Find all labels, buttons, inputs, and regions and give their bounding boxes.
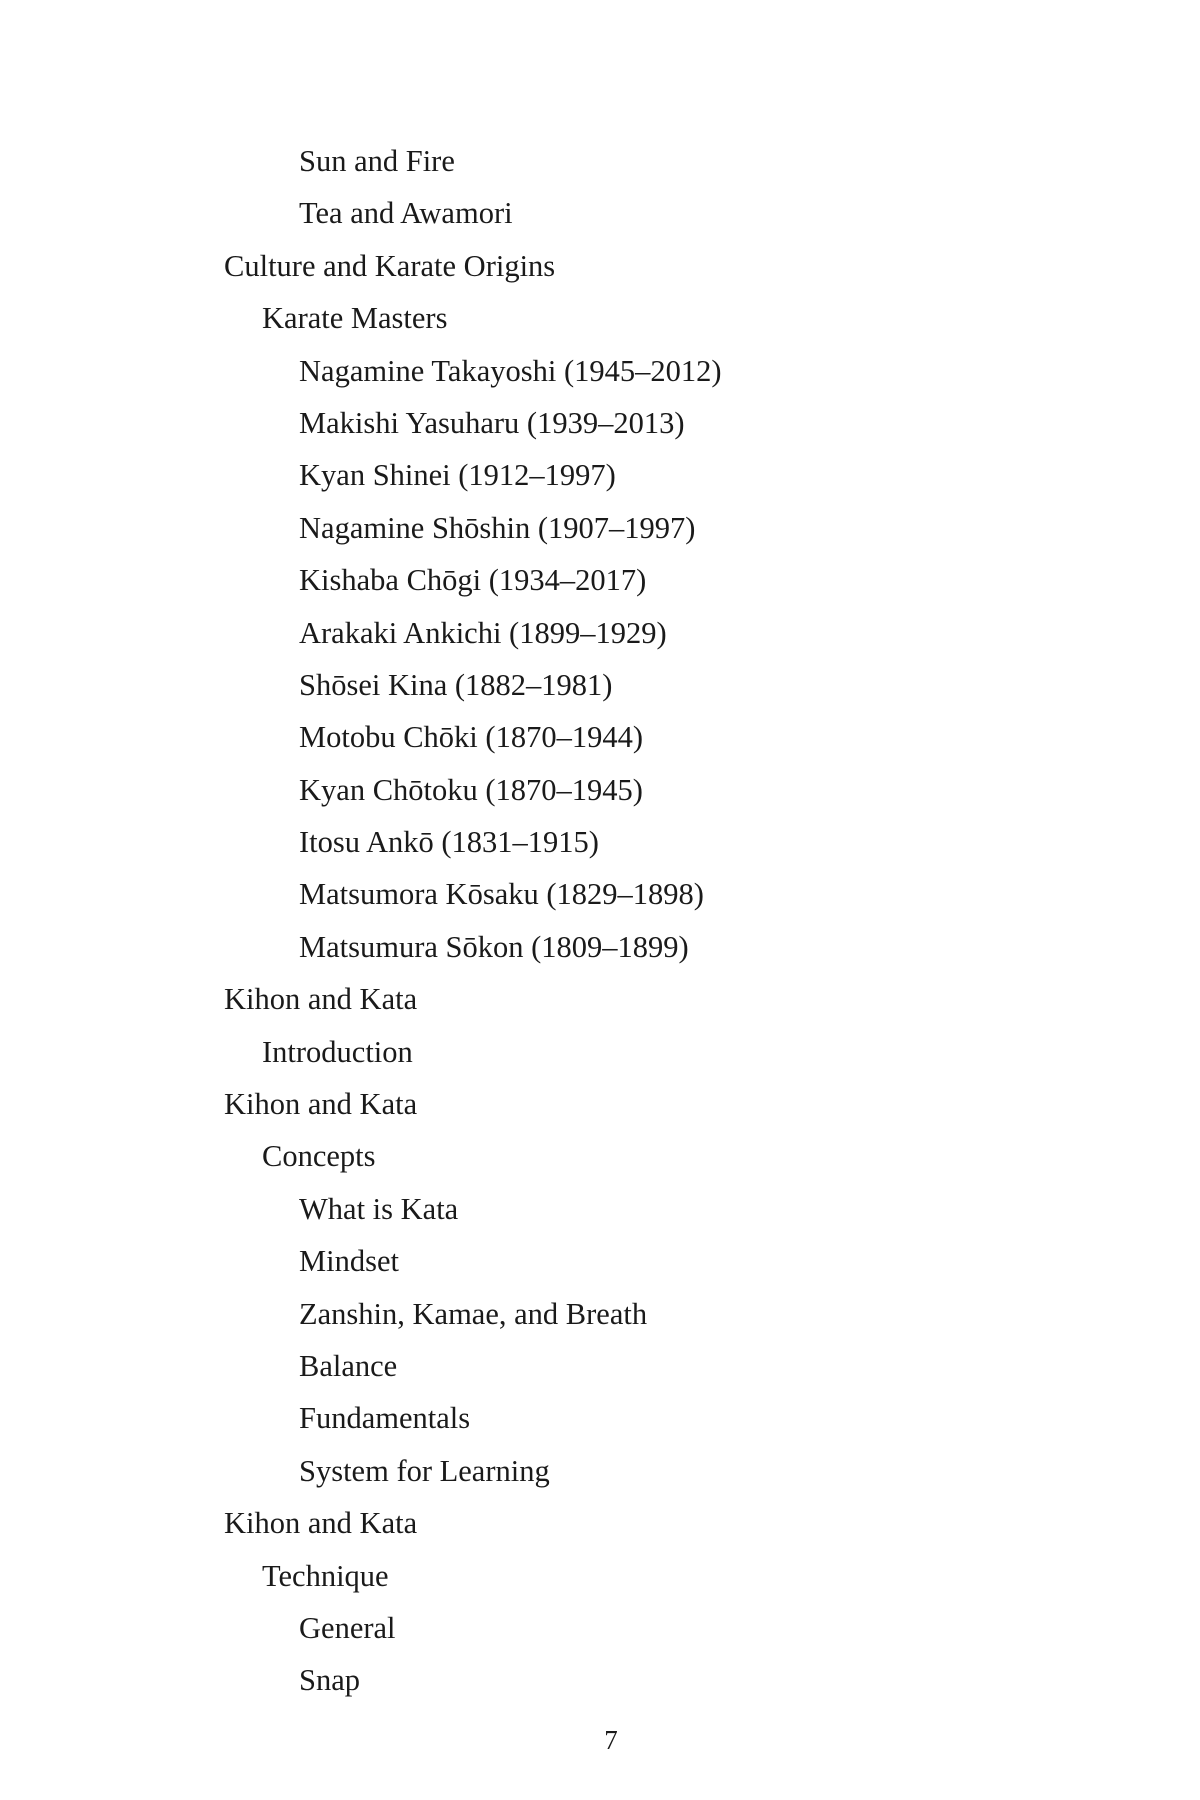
- toc-entry[interactable]: Snap: [299, 1663, 360, 1698]
- toc-entry[interactable]: Kyan Chōtoku (1870–1945): [299, 772, 643, 807]
- toc-entry[interactable]: Introduction: [262, 1034, 413, 1069]
- toc-entry[interactable]: Arakaki Ankichi (1899–1929): [299, 615, 667, 650]
- toc-entry[interactable]: Kihon and Kata: [224, 1506, 418, 1541]
- toc-entry[interactable]: Kihon and Kata: [224, 982, 418, 1017]
- toc-entry[interactable]: Tea and Awamori: [299, 196, 513, 231]
- toc-entry[interactable]: Fundamentals: [299, 1401, 471, 1436]
- toc-entry[interactable]: Makishi Yasuharu (1939–2013): [299, 405, 685, 440]
- toc-entry[interactable]: Nagamine Takayoshi (1945–2012): [299, 353, 722, 388]
- toc-entry[interactable]: Sun and Fire: [299, 144, 455, 178]
- toc-entry[interactable]: General: [299, 1610, 396, 1645]
- toc-entry[interactable]: Mindset: [299, 1244, 399, 1279]
- toc-entry[interactable]: Kyan Shinei (1912–1997): [299, 458, 616, 493]
- toc-entry[interactable]: Culture and Karate Origins: [224, 248, 556, 283]
- toc-entry[interactable]: Matsumura Sōkon (1809–1899): [299, 929, 689, 964]
- toc-entry[interactable]: Zanshin, Kamae, and Breath: [299, 1296, 648, 1331]
- toc-entry[interactable]: Balance: [299, 1348, 398, 1383]
- toc-entry[interactable]: Kihon and Kata: [224, 1087, 418, 1122]
- toc-entry[interactable]: System for Learning: [299, 1453, 550, 1488]
- toc-entry[interactable]: Technique: [262, 1558, 389, 1593]
- page-number: 7: [604, 1725, 618, 1755]
- toc-entry[interactable]: Kishaba Chōgi (1934–2017): [299, 563, 647, 598]
- toc-entry[interactable]: Motobu Chōki (1870–1944): [299, 720, 643, 755]
- toc-entry[interactable]: Shōsei Kina (1882–1981): [299, 667, 613, 702]
- toc-entry[interactable]: Nagamine Shōshin (1907–1997): [299, 510, 696, 545]
- toc-entry[interactable]: Concepts: [262, 1139, 376, 1174]
- table-of-contents: [0, 135, 1200, 1707]
- toc-entry[interactable]: Karate Masters: [262, 301, 448, 336]
- toc-entry[interactable]: Matsumora Kōsaku (1829–1898): [299, 877, 704, 912]
- toc-entry[interactable]: Itosu Ankō (1831–1915): [299, 825, 599, 860]
- toc-entry[interactable]: What is Kata: [299, 1191, 459, 1226]
